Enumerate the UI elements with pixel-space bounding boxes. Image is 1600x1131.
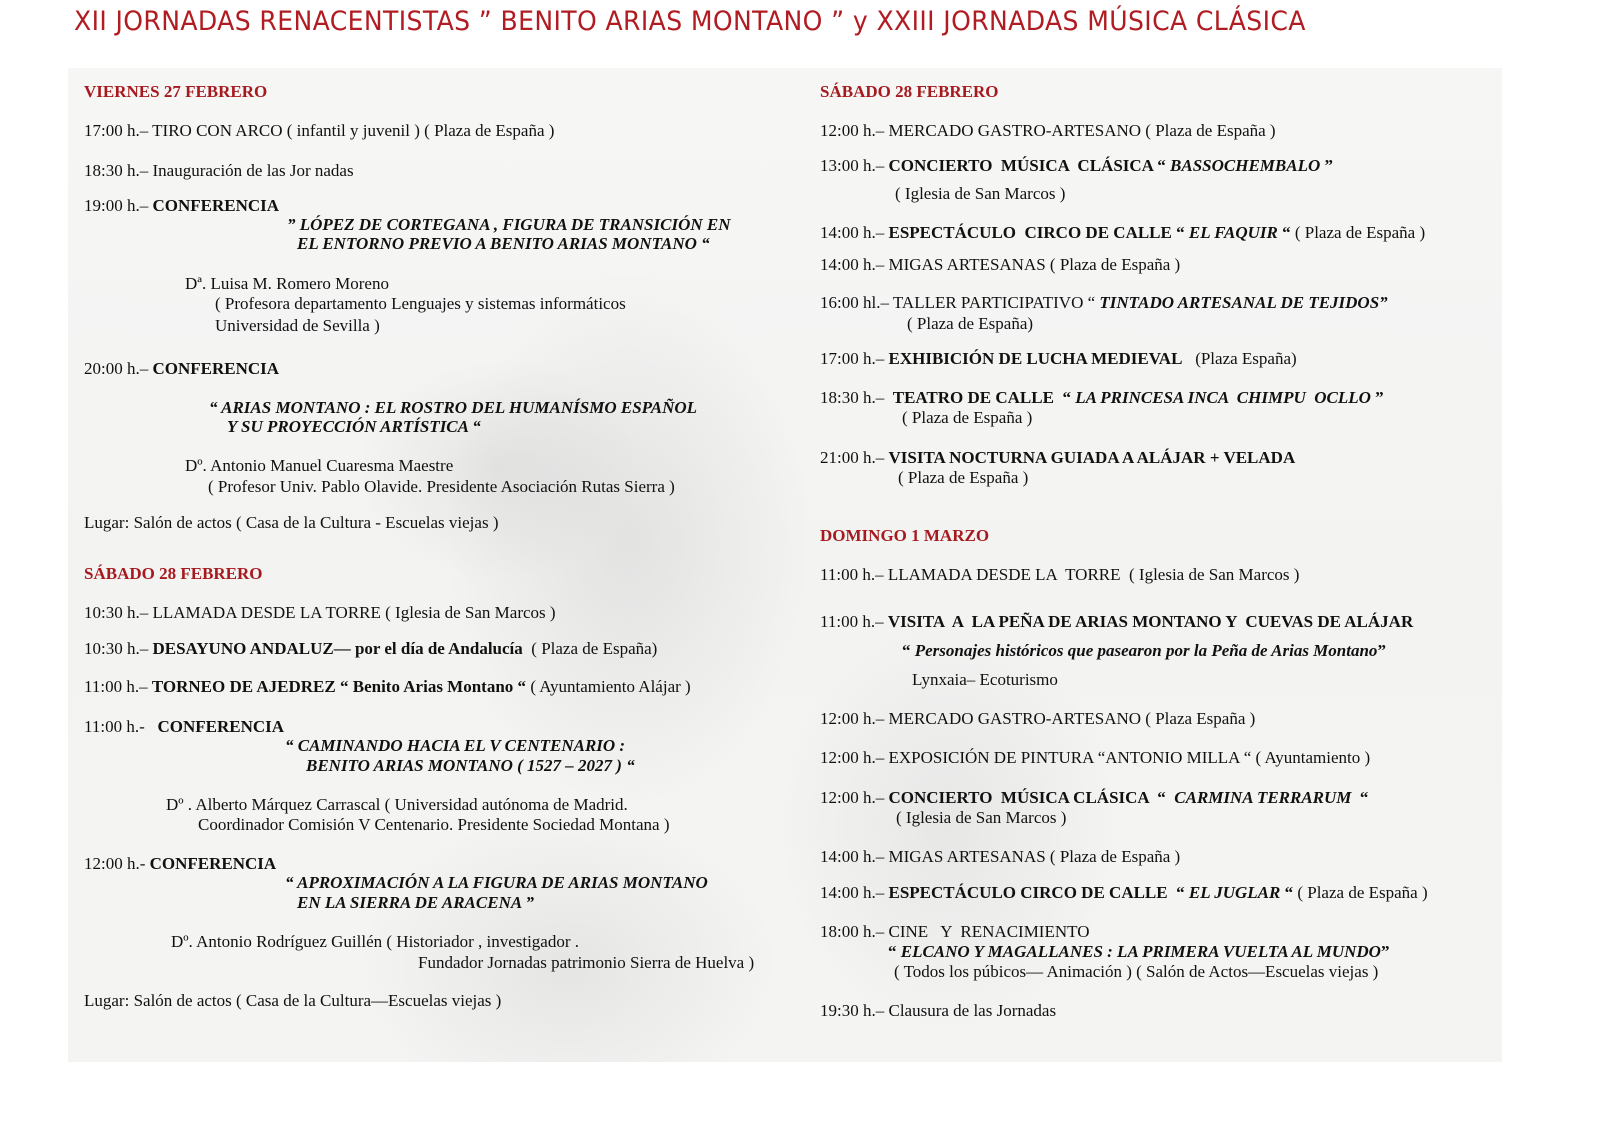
conference-title-line: EN LA SIERRA DE ARACENA ”	[297, 893, 534, 912]
event-venue: ( Iglesia de San Marcos )	[896, 808, 1067, 827]
speaker-affiliation: ( Profesor Univ. Pablo Olavide. Presidente Asociación Rutas Sierra )	[208, 477, 675, 496]
event-bold: CONCIERTO MÚSICA CLÁSICA “	[888, 156, 1171, 175]
event-time: 19:00 h.–	[84, 196, 153, 215]
speaker-name: Dº . Alberto Márquez Carrascal ( Universidad autónoma de Madrid.	[166, 795, 628, 814]
day-heading-saturday: SÁBADO 28 FEBRERO	[84, 564, 263, 583]
event-tiro-con-arco	[84, 121, 554, 141]
event-time: 11:00 h.-	[84, 717, 158, 736]
event-concierto-bassochembalo	[820, 156, 1333, 176]
event-inauguracion	[84, 161, 354, 181]
event-llamada-torre	[820, 565, 1299, 585]
event-text: EXPOSICIÓN DE PINTURA “ANTONIO MILLA “ ( Ayuntamiento )	[888, 748, 1371, 767]
speaker-affiliation: ( Profesora departamento Lenguajes y sistemas informáticos	[215, 294, 626, 313]
event-venue: ( Iglesia de San Marcos )	[895, 184, 1066, 203]
day-heading-friday: VIERNES 27 FEBRERO	[84, 82, 268, 101]
event-cine	[820, 922, 1089, 942]
event-text: MERCADO GASTRO-ARTESANO ( Plaza España )	[888, 709, 1256, 728]
conference-title-line: BENITO ARIAS MONTANO ( 1527 – 2027 ) “	[306, 756, 635, 775]
event-venue: ( Plaza de España )	[1293, 883, 1428, 902]
event-time: 12:00 h.–	[820, 748, 889, 767]
quote-mark: “	[888, 942, 901, 961]
event-bold: DESAYUNO ANDALUZ— por el día de Andalucía	[152, 639, 523, 658]
event-bold: ESPECTÁCULO CIRCO DE CALLE “	[888, 223, 1189, 242]
speaker-name: Dº. Antonio Rodríguez Guillén ( Historiador , investigador .	[171, 932, 580, 951]
event-bold: TORNEO DE AJEDREZ “ Benito Arias Montano “	[151, 677, 527, 696]
day-heading-sunday: DOMINGO 1 MARZO	[820, 526, 990, 545]
conference-title-line: ” LÓPEZ DE CORTEGANA , FIGURA DE TRANSICIÓN EN	[287, 215, 731, 234]
event-lucha-medieval	[820, 349, 1297, 369]
conference-title-line: “ APROXIMACIÓN A LA FIGURA DE ARIAS MONTANO	[285, 873, 708, 892]
event-time: 19:30 h.–	[820, 1001, 889, 1020]
venue-note: Lugar: Salón de actos ( Casa de la Cultura - Escuelas viejas )	[84, 513, 499, 532]
event-bold: CONCIERTO MÚSICA CLÁSICA “	[888, 788, 1175, 807]
event-mercado	[820, 709, 1255, 729]
event-concierto-carmina	[820, 788, 1368, 808]
event-label: CONFERENCIA	[157, 717, 285, 736]
event-note: ( Todos los púbicos— Animación ) ( Salón de Actos—Escuelas viejas )	[894, 962, 1379, 981]
speaker-affiliation: Universidad de Sevilla )	[215, 316, 380, 335]
event-conferencia-3	[84, 717, 284, 737]
event-visita-pena	[820, 612, 1413, 632]
event-mercado	[820, 121, 1276, 141]
event-time: 12:00 h.–	[820, 121, 889, 140]
event-time: 11:00 h.–	[820, 565, 888, 584]
event-title: EL FAQUIR	[1188, 223, 1278, 242]
event-circo-juglar	[820, 883, 1428, 903]
event-text: MIGAS ARTESANAS ( Plaza de España )	[888, 255, 1181, 274]
event-llamada-torre	[84, 603, 556, 623]
event-time: 10:30 h.–	[84, 603, 153, 622]
event-time: 12:00 h.–	[820, 709, 889, 728]
event-label: CONFERENCIA	[152, 196, 280, 215]
event-title: TINTADO ARTESANAL DE TEJIDOS”	[1099, 293, 1388, 312]
event-text: Clausura de las Jornadas	[888, 1001, 1057, 1020]
event-teatro	[820, 388, 1384, 408]
event-quote: “	[1280, 883, 1294, 902]
event-quote: ”	[1320, 156, 1333, 175]
event-title: CARMINA TERRARUM	[1174, 788, 1352, 807]
event-conferencia-2	[84, 359, 279, 379]
event-time: 10:30 h.–	[84, 639, 153, 658]
event-time: 18:30 h.–	[820, 388, 893, 407]
event-bold: TEATRO DE CALLE “	[892, 388, 1076, 407]
program-panel	[68, 68, 1502, 1062]
conference-title-line: Y SU PROYECCIÓN ARTÍSTICA “	[227, 417, 481, 436]
event-text: MIGAS ARTESANAS ( Plaza de España )	[888, 847, 1181, 866]
event-quote-text: ELCANO Y MAGALLANES : LA PRIMERA VUELTA AL MUNDO	[900, 942, 1381, 961]
event-visita-nocturna	[820, 448, 1295, 468]
event-bold: VISITA A LA PEÑA DE ARIAS MONTANO Y CUEVAS DE ALÁJAR	[887, 612, 1414, 631]
event-text: MERCADO GASTRO-ARTESANO ( Plaza de España )	[888, 121, 1276, 140]
event-text: Inauguración de las Jor nadas	[152, 161, 354, 180]
event-time: 14:00 h.–	[820, 223, 889, 242]
quote-mark: ”	[1377, 641, 1386, 660]
page-title: XII JORNADAS RENACENTISTAS ” BENITO ARIAS MONTANO ” y XXIII JORNADAS MÚSICA CLÁSICA	[74, 6, 1306, 37]
event-text: TALLER PARTICIPATIVO “	[892, 293, 1100, 312]
event-title: LA PRINCESA INCA CHIMPU OCLLO	[1075, 388, 1371, 407]
event-bold: ESPECTÁCULO CIRCO DE CALLE “	[888, 883, 1189, 902]
event-taller	[820, 293, 1388, 313]
event-text: LLAMADA DESDE LA TORRE ( Iglesia de San Marcos )	[152, 603, 556, 622]
event-quote: “	[1277, 223, 1291, 242]
event-exposicion	[820, 748, 1370, 768]
event-time: 17:00 h.–	[84, 121, 153, 140]
event-time: 20:00 h.–	[84, 359, 153, 378]
event-torneo-ajedrez	[84, 677, 691, 697]
conference-title-line: EL ENTORNO PREVIO A BENITO ARIAS MONTANO “	[297, 234, 710, 253]
event-venue: (Plaza España)	[1182, 349, 1297, 368]
event-organizer: Lynxaia– Ecoturismo	[912, 670, 1058, 689]
event-quote: ”	[1370, 388, 1384, 407]
event-time: 11:00 h.–	[84, 677, 152, 696]
event-label: CONFERENCIA	[149, 854, 277, 873]
event-venue: ( Plaza de España )	[898, 468, 1029, 487]
event-venue: ( Plaza de España)	[522, 639, 658, 658]
event-time: 12:00 h.-	[84, 854, 150, 873]
event-migas	[820, 255, 1180, 275]
speaker-affiliation: Coordinador Comisión V Centenario. Presidente Sociedad Montana )	[198, 815, 670, 834]
event-circo-faquir	[820, 223, 1425, 243]
event-time: 21:00 h.–	[820, 448, 889, 467]
event-text: CINE Y RENACIMIENTO	[888, 922, 1090, 941]
speaker-name: Dº. Antonio Manuel Cuaresma Maestre	[185, 456, 454, 475]
event-time: 18:00 h.–	[820, 922, 889, 941]
event-desayuno	[84, 639, 657, 659]
event-time: 11:00 h.–	[820, 612, 888, 631]
event-venue: ( Ayuntamiento Alájar )	[526, 677, 691, 696]
event-time: 16:00 hl.–	[820, 293, 893, 312]
event-time: 14:00 h.–	[820, 255, 889, 274]
quote-mark: “	[902, 641, 915, 660]
event-time: 14:00 h.–	[820, 847, 889, 866]
event-venue: ( Plaza de España)	[907, 314, 1034, 333]
venue-note: Lugar: Salón de actos ( Casa de la Cultura—Escuelas viejas )	[84, 991, 502, 1010]
event-time: 13:00 h.–	[820, 156, 889, 175]
event-conferencia-1	[84, 196, 279, 216]
event-bold: VISITA NOCTURNA GUIADA A ALÁJAR + VELADA	[888, 448, 1296, 467]
event-title: BASSOCHEMBALO	[1170, 156, 1321, 175]
speaker-name: Dª. Luisa M. Romero Moreno	[185, 274, 389, 293]
event-time: 12:00 h.–	[820, 788, 889, 807]
day-heading-saturday: SÁBADO 28 FEBRERO	[820, 82, 999, 101]
event-quote-line	[888, 942, 1389, 962]
event-clausura	[820, 1001, 1056, 1021]
event-text: LLAMADA DESDE LA TORRE ( Iglesia de San Marcos )	[887, 565, 1300, 584]
event-conferencia-4	[84, 854, 276, 874]
event-time: 18:30 h.–	[84, 161, 153, 180]
quote-mark: ”	[1380, 942, 1390, 961]
conference-title-line: “ ARIAS MONTANO : EL ROSTRO DEL HUMANÍSMO ESPAÑOL	[209, 398, 698, 417]
event-text: TIRO CON ARCO ( infantil y juvenil ) ( Plaza de España )	[152, 121, 555, 140]
event-time: 17:00 h.–	[820, 349, 889, 368]
speaker-affiliation: Fundador Jornadas patrimonio Sierra de Huelva )	[418, 953, 755, 972]
event-quote-line	[902, 641, 1386, 661]
event-bold: EXHIBICIÓN DE LUCHA MEDIEVAL	[888, 349, 1183, 368]
event-label: CONFERENCIA	[152, 359, 280, 378]
event-venue: ( Plaza de España )	[1290, 223, 1426, 242]
conference-title-line: “ CAMINANDO HACIA EL V CENTENARIO :	[285, 736, 626, 755]
event-quote: “	[1351, 788, 1369, 807]
event-venue: ( Plaza de España )	[902, 408, 1033, 427]
event-migas	[820, 847, 1180, 867]
event-quote-text: Personajes históricos que pasearon por la Peña de Arias Montano	[914, 641, 1378, 660]
event-title: EL JUGLAR	[1188, 883, 1281, 902]
event-time: 14:00 h.–	[820, 883, 889, 902]
